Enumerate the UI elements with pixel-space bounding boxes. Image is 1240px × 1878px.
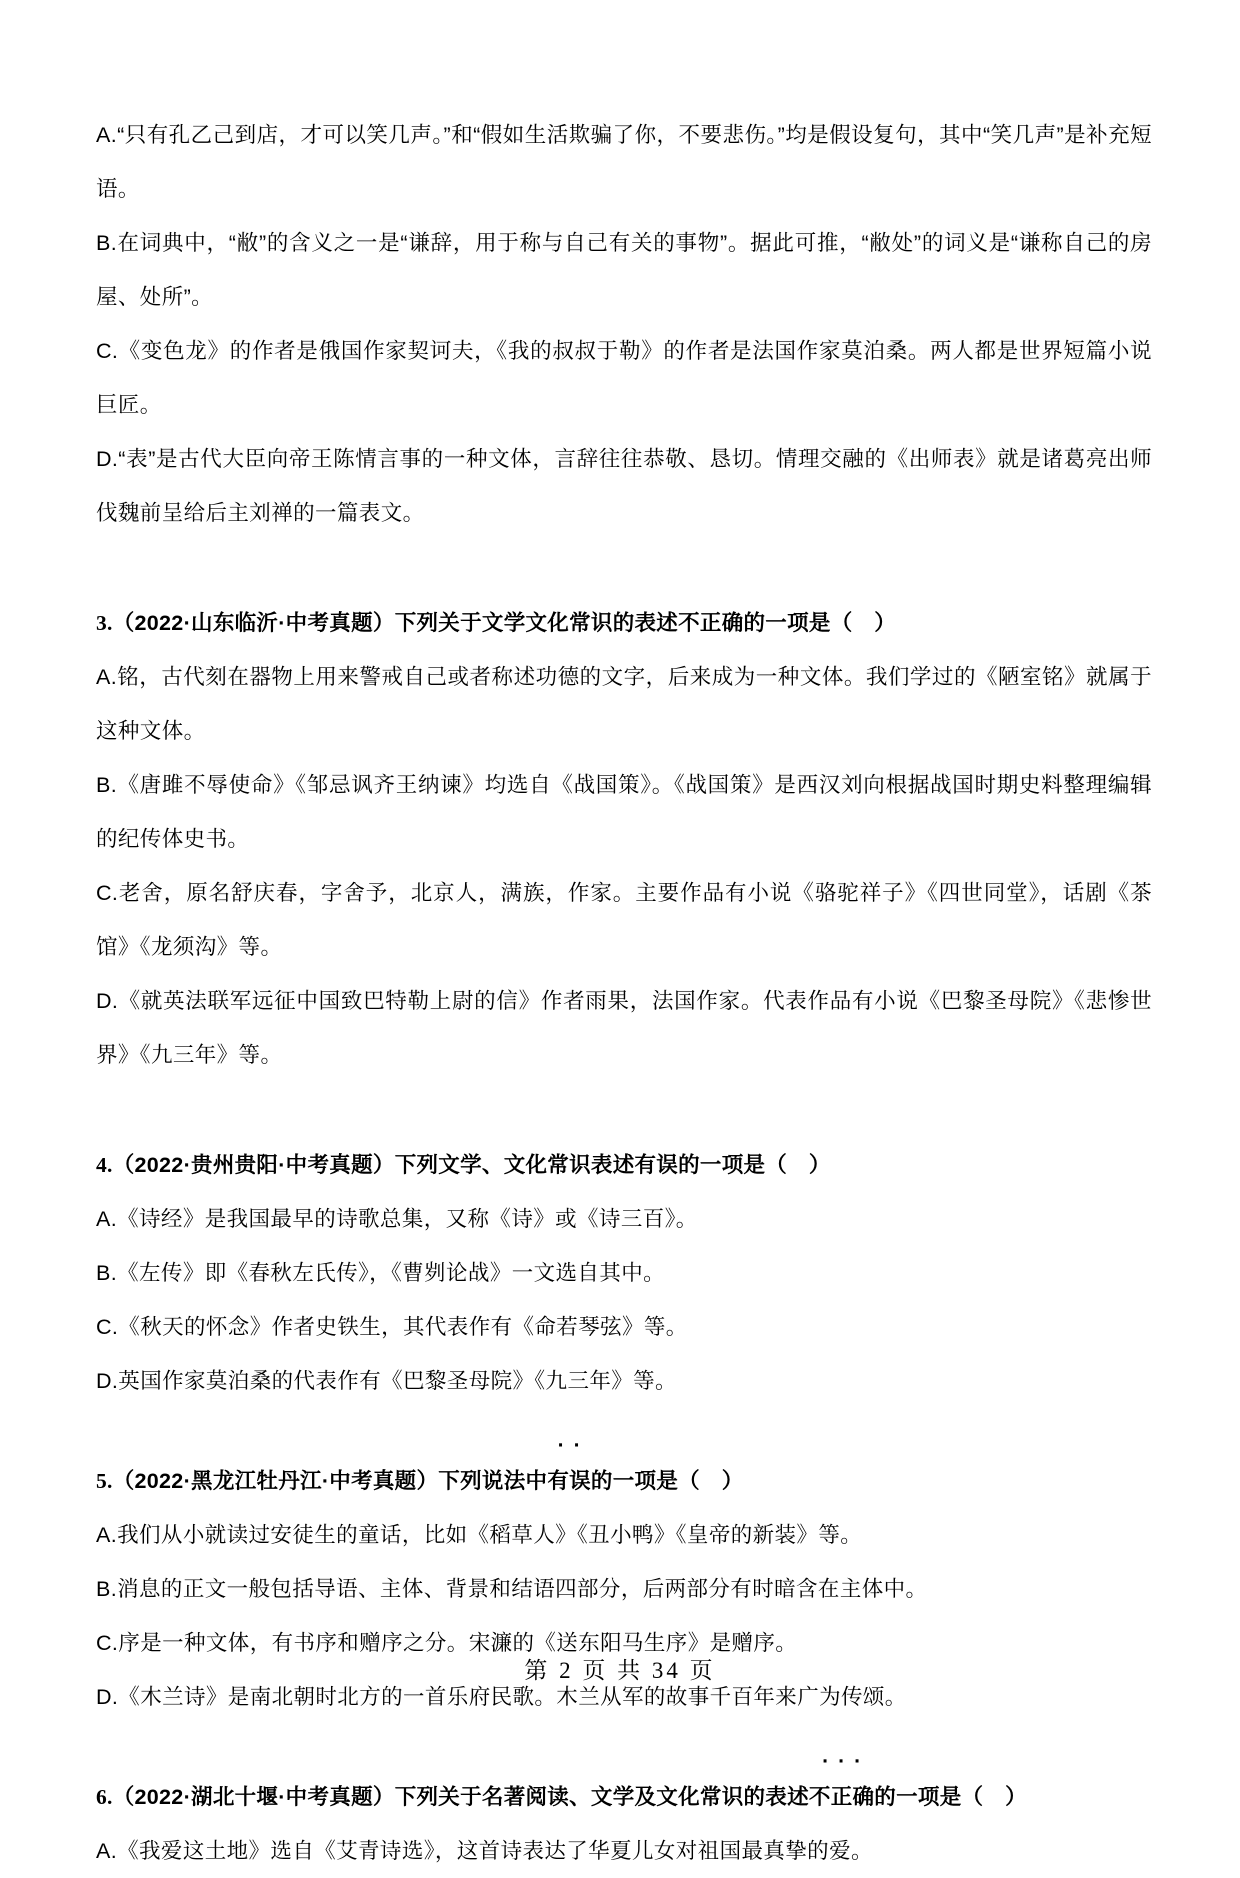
question-number: 6.	[96, 1785, 113, 1809]
question-source: （2022·贵州贵阳·中考真题）	[112, 1153, 395, 1177]
question-number: 3.	[96, 611, 113, 635]
section-spacer	[96, 540, 1152, 596]
question-prompt: 下列关于文学文化常识的表述	[394, 611, 679, 635]
question-number: 5.	[96, 1469, 113, 1493]
option-paragraph: A.我们从小就读过安徒生的童话，比如《稻草人》《丑小鸭》《皇帝的新装》等。	[96, 1523, 863, 1547]
option-paragraph: C.《变色龙》的作者是俄国作家契诃夫，《我的叔叔于勒》的作者是法国作家莫泊桑。两人都是世界短篇小说巨匠。	[96, 339, 1152, 417]
question-prompt: 下列说法中	[438, 1469, 548, 1493]
question-stem-3	[96, 596, 1152, 650]
option-paragraph: C.《秋天的怀念》作者史铁生，其代表作有《命若琴弦》等。	[96, 1315, 688, 1339]
question-stem-5	[96, 1454, 1152, 1508]
emphasis-dotted-text: ··· 不正确	[809, 1770, 874, 1824]
option-paragraph: A.《诗经》是我国最早的诗歌总集，又称《诗》或《诗三百》。	[96, 1207, 698, 1231]
page-footer: 第 2 页 共 34 页	[524, 1658, 716, 1683]
question-prompt-tail: 不正确的一项是（ ）	[678, 611, 897, 635]
option-paragraph: D.英国作家莫泊桑的代表作有《巴黎圣母院》《九三年》等。	[96, 1369, 677, 1393]
question-source: （2022·湖北十堰·中考真题）	[112, 1785, 395, 1809]
question-stem-6	[96, 1770, 1152, 1824]
question-stem-4	[96, 1138, 1152, 1192]
option-paragraph: B.《唐雎不辱使命》《邹忌讽齐王纳谏》均选自《战国策》。《战国策》是西汉刘向根据战国时期史料整理编辑的纪传体史书。	[96, 773, 1152, 851]
section-spacer	[96, 1082, 1152, 1138]
option-paragraph: B.消息的正文一般包括导语、主体、背景和结语四部分，后两部分有时暗含在主体中。	[96, 1577, 928, 1601]
section-spacer	[96, 1724, 1152, 1770]
question-source: （2022·山东临沂·中考真题）	[112, 611, 395, 635]
section-spacer	[96, 1408, 1152, 1454]
emphasis-dotted-text: ·· 有误	[547, 1454, 591, 1508]
question-source: （2022·黑龙江牡丹江·中考真题）	[112, 1469, 439, 1493]
option-paragraph: A.铭，古代刻在器物上用来警戒自己或者称述功德的文字，后来成为一种文体。我们学过的《陋室铭》就属于这种文体。	[96, 665, 1152, 743]
option-paragraph: D.“表”是古代大臣向帝王陈情言事的一种文体，言辞往往恭敬、恳切。情理交融的《出师表》就是诸葛亮出师伐魏前呈给后主刘禅的一篇表文。	[96, 447, 1152, 525]
option-paragraph: A.《我爱这土地》选自《艾青诗选》，这首诗表达了华夏儿女对祖国最真挚的爱。	[96, 1839, 873, 1863]
question-prompt-tail: 的一项是（ ）	[874, 1785, 1027, 1809]
question-number: 4.	[96, 1153, 113, 1177]
page-content	[96, 108, 1152, 1878]
option-paragraph: C.老舍，原名舒庆春，字舍予，北京人，满族，作家。主要作品有小说《骆驼祥子》《四世同堂》，话剧《茶馆》《龙须沟》等。	[96, 881, 1152, 959]
option-paragraph: B.在词典中，“敝”的含义之一是“谦辞，用于称与自己有关的事物”。据此可推，“敝处”的词义是“谦称自己的房屋、处所”。	[96, 231, 1152, 309]
option-paragraph: D.《就英法联军远征中国致巴特勒上尉的信》作者雨果，法国作家。代表作品有小说《巴黎圣母院》《悲惨世界》《九三年》等。	[96, 989, 1152, 1067]
question-prompt-tail: 的一项是（ ）	[590, 1469, 744, 1493]
question-prompt: 下列关于名著阅读、文学及文化常识的表述	[394, 1785, 809, 1809]
option-paragraph: B.《左传》即《春秋左氏传》，《曹刿论战》一文选自其中。	[96, 1261, 666, 1285]
option-paragraph: C.序是一种文体，有书序和赠序之分。宋濂的《送东阳马生序》是赠序。	[96, 1631, 798, 1655]
option-paragraph: A.“只有孔乙己到店，才可以笑几声。”和“假如生活欺骗了你，不要悲伤。”均是假设复句，其中“笑几声”是补充短语。	[96, 123, 1152, 201]
question-prompt: 下列文学、文化常识表述有误的一项是（ ）	[394, 1153, 831, 1177]
option-paragraph: D.《木兰诗》是南北朝时北方的一首乐府民歌。木兰从军的故事千百年来广为传颂。	[96, 1685, 907, 1709]
